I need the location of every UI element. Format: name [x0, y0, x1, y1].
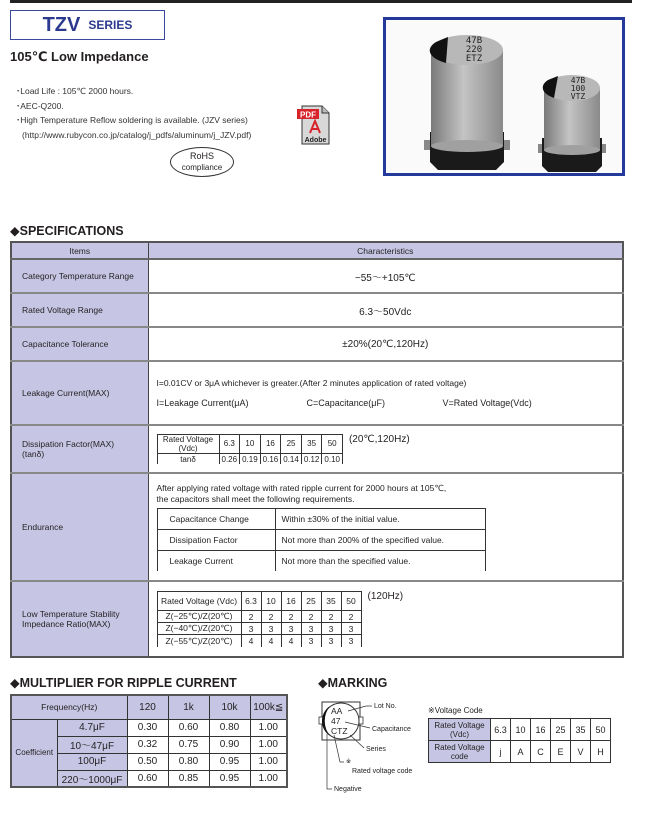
feature-item: ･Load Life : 105℃ 2000 hours. [16, 86, 134, 96]
series-code: TZV [42, 13, 81, 36]
table-row [11, 425, 623, 473]
endurance-requirements-table [157, 508, 486, 572]
leakage-current-value [148, 361, 623, 425]
table-row [157, 529, 485, 550]
table-row [11, 695, 287, 719]
capacitor-small [538, 75, 606, 172]
ratio-value: 2 [341, 611, 361, 623]
capacitance-cell: 4.7μF [57, 719, 127, 736]
voltage-cell: 35 [571, 719, 591, 741]
multiplier-title: ◆MULTIPLIER FOR RIPPLE CURRENT [10, 676, 237, 690]
coefficient-value: 1.00 [250, 719, 287, 736]
tan-delta-value: 0.16 [260, 453, 281, 464]
rated-voltage-code-header: Rated Voltage code [429, 741, 491, 763]
voltage-code-cell: E [551, 741, 571, 763]
frequency-header: Frequency(Hz) [11, 695, 127, 719]
capacitance-label: Capacitance [372, 726, 411, 733]
capacitance-cell: 220～1000μF [57, 770, 127, 787]
catalog-link[interactable]: (http://www.rubycon.co.jp/catalog/j_pdfs/aluminum/j_JZV.pdf) [22, 129, 252, 140]
rated-voltage-header: Rated Voltage (Vdc) [157, 592, 241, 611]
series-code-text: CTZ [331, 726, 348, 736]
voltage-code-title: ※Voltage Code [428, 706, 483, 715]
frequency-cell: 100k≦ [250, 695, 287, 719]
voltage-cell: 25 [281, 434, 302, 453]
ratio-value: 2 [241, 611, 261, 623]
tan-delta-note: (20℃,120Hz) [348, 433, 410, 445]
feature-list [16, 84, 251, 142]
tan-delta-table [157, 434, 343, 465]
leakage-i-definition: I=Leakage Current(μA) [156, 398, 249, 408]
table-row [11, 259, 623, 293]
spec-item [11, 425, 148, 473]
voltage-cell: 16 [260, 434, 281, 453]
table-row [11, 581, 623, 657]
table-row [11, 361, 623, 425]
ratio-value: 2 [301, 611, 321, 623]
requirement-label: Capacitance Change [157, 508, 275, 529]
coefficient-label: Coefficient [11, 719, 57, 787]
lot-number-label: Lot No. [374, 703, 397, 710]
coefficient-value: 0.75 [168, 736, 209, 753]
feature-item: ･AEC-Q200. [16, 100, 64, 111]
table-row [429, 741, 611, 763]
specifications-title: ◆SPECIFICATIONS [10, 224, 124, 238]
table-row [11, 719, 287, 736]
leakage-c-definition: C=Capacitance(μF) [306, 398, 385, 408]
specifications-table [10, 241, 624, 658]
spec-item: Rated Voltage Range [11, 293, 148, 327]
ratio-value: 3 [301, 635, 321, 647]
adobe-label: Adobe [304, 137, 327, 144]
ratio-value: 3 [301, 623, 321, 635]
ratio-value: 4 [241, 635, 261, 647]
impedance-ratio-table [157, 591, 362, 647]
spec-item-line: Impedance Ratio(MAX) [22, 619, 111, 629]
table-row [157, 611, 361, 623]
marking-text: 100 [570, 84, 586, 93]
ratio-label: Z(−55℃)/Z(20℃) [157, 635, 241, 647]
voltage-cell: 50 [322, 434, 343, 453]
voltage-cell: 6.3 [219, 434, 240, 453]
capacitance-cell: 10～47μF [57, 736, 127, 753]
spec-item-line: Dissipation Factor(MAX) [22, 439, 115, 449]
coefficient-value: 0.32 [127, 736, 168, 753]
voltage-cell: 10 [511, 719, 531, 741]
ratio-value: 3 [341, 623, 361, 635]
voltage-cell: 10 [240, 434, 261, 453]
rohs-compliance-label: compliance [181, 163, 223, 172]
voltage-code-cell: C [531, 741, 551, 763]
coefficient-value: 0.30 [127, 719, 168, 736]
dissipation-factor-value [148, 425, 623, 473]
tan-delta-value: 0.10 [322, 453, 343, 464]
series-title-box [10, 10, 165, 40]
spec-item: Capacitance Tolerance [11, 327, 148, 361]
requirement-value: Not more than the specified value. [275, 550, 485, 571]
spec-item: Category Temperature Range [11, 259, 148, 293]
coefficient-value: 1.00 [250, 736, 287, 753]
leakage-formula: I=0.01CV or 3μA whichever is greater.(After 2 minutes application of rated voltage) [156, 378, 467, 388]
voltage-cell: 25 [551, 719, 571, 741]
ratio-value: 2 [261, 611, 281, 623]
marking-diagram [318, 694, 428, 804]
frequency-cell: 10k [209, 695, 250, 719]
rohs-label: RoHS [189, 151, 214, 161]
voltage-cell: 50 [591, 719, 611, 741]
spec-item: Endurance [11, 473, 148, 581]
rohs-badge [170, 147, 234, 177]
rated-voltage-code-label: Rated voltage code [352, 768, 413, 775]
impedance-note: (120Hz) [367, 591, 404, 603]
ratio-value: 2 [321, 611, 341, 623]
table-row [157, 635, 361, 647]
marking-title: ◆MARKING [318, 676, 388, 690]
coefficient-value: 0.60 [168, 719, 209, 736]
voltage-cell: 16 [281, 592, 301, 611]
voltage-cell: 35 [321, 592, 341, 611]
pdf-icon[interactable] [296, 104, 332, 146]
marking-text: 220 [465, 45, 483, 55]
requirement-value: Within ±30% of the initial value. [275, 508, 485, 529]
coefficient-value: 0.85 [168, 770, 209, 787]
voltage-cell: 6.3 [491, 719, 511, 741]
capacitance-cell: 100μF [57, 753, 127, 770]
col-items: Items [11, 242, 148, 259]
asterisk-mark: ※ [346, 759, 352, 765]
multiplier-table [10, 694, 288, 788]
coefficient-value: 0.95 [209, 753, 250, 770]
voltage-cell: 35 [301, 434, 322, 453]
table-row [157, 550, 485, 571]
table-row [11, 473, 623, 581]
ratio-value: 3 [341, 635, 361, 647]
voltage-code-cell: A [511, 741, 531, 763]
tan-delta-value: 0.12 [301, 453, 322, 464]
voltage-cell: 10 [261, 592, 281, 611]
coefficient-value: 1.00 [250, 770, 287, 787]
table-row [157, 508, 485, 529]
lot-code-text: AA [331, 706, 343, 716]
endurance-text: After applying rated voltage with rated ripple current for 2000 hours at 105℃, [156, 482, 447, 493]
tan-delta-value: 0.26 [219, 453, 240, 464]
capacitor-large [424, 35, 510, 170]
pdf-label: PDF [300, 110, 316, 120]
rated-voltage-header: Rated Voltage (Vdc) [157, 434, 219, 453]
ratio-value: 2 [281, 611, 301, 623]
voltage-cell: 6.3 [241, 592, 261, 611]
voltage-code-cell: j [491, 741, 511, 763]
spec-value: 6.3～50Vdc [148, 293, 623, 327]
spec-value: −55～+105℃ [148, 259, 623, 293]
series-subtitle: 105℃ Low Impedance [10, 49, 149, 64]
tan-delta-value: 0.14 [281, 453, 302, 464]
product-photo [383, 17, 625, 176]
coefficient-value: 0.50 [127, 753, 168, 770]
table-row [429, 719, 611, 741]
coefficient-value: 1.00 [250, 753, 287, 770]
spec-item [11, 581, 148, 657]
spec-item-line: (tanδ) [22, 449, 45, 459]
ratio-value: 4 [261, 635, 281, 647]
ratio-label: Z(−25℃)/Z(20℃) [157, 611, 241, 623]
marking-text: VTZ [570, 92, 586, 101]
spec-item: Leakage Current(MAX) [11, 361, 148, 425]
requirement-value: Not more than 200% of the specified value. [275, 529, 485, 550]
marking-text: 47B [570, 76, 586, 85]
ratio-value: 3 [261, 623, 281, 635]
ratio-value: 3 [281, 623, 301, 635]
top-rule [10, 0, 632, 3]
coefficient-value: 0.90 [209, 736, 250, 753]
coefficient-value: 0.60 [127, 770, 168, 787]
marking-text: 47B [465, 36, 483, 46]
voltage-cell: 50 [341, 592, 361, 611]
ratio-value: 3 [321, 623, 341, 635]
coefficient-value: 0.80 [168, 753, 209, 770]
ratio-label: Z(−40℃)/Z(20℃) [157, 623, 241, 635]
voltage-cell: 16 [531, 719, 551, 741]
tan-delta-label: tanδ [157, 453, 219, 464]
table-row [157, 623, 361, 635]
endurance-text: the capacitors shall meet the following requirements. [156, 493, 355, 504]
low-temp-stability-value [148, 581, 623, 657]
rated-voltage-header: Rated Voltage (Vdc) [429, 719, 491, 741]
ratio-value: 4 [281, 635, 301, 647]
col-characteristics: Characteristics [148, 242, 623, 259]
negative-label: Negative [334, 786, 362, 793]
requirement-label: Dissipation Factor [157, 529, 275, 550]
voltage-code-cell: V [571, 741, 591, 763]
voltage-code-cell: H [591, 741, 611, 763]
ratio-value: 3 [321, 635, 341, 647]
voltage-cell: 25 [301, 592, 321, 611]
table-row [11, 327, 623, 361]
frequency-cell: 1k [168, 695, 209, 719]
leakage-v-definition: V=Rated Voltage(Vdc) [442, 398, 532, 408]
endurance-value [148, 473, 623, 581]
frequency-cell: 120 [127, 695, 168, 719]
series-label: SERIES [88, 18, 133, 32]
series-label: Series [366, 746, 386, 753]
table-row [11, 293, 623, 327]
ratio-value: 3 [241, 623, 261, 635]
coefficient-value: 0.95 [209, 770, 250, 787]
capacitance-code-text: 47 [331, 716, 341, 726]
spec-item-line: Low Temperature Stability [22, 609, 120, 619]
marking-text: ETZ [465, 54, 483, 64]
feature-item: ･High Temperature Reflow soldering is available. (JZV series) [16, 115, 248, 125]
voltage-code-table [428, 718, 611, 763]
spec-value: ±20%(20℃,120Hz) [148, 327, 623, 361]
requirement-label: Leakage Current [157, 550, 275, 571]
tan-delta-value: 0.19 [240, 453, 261, 464]
coefficient-value: 0.80 [209, 719, 250, 736]
